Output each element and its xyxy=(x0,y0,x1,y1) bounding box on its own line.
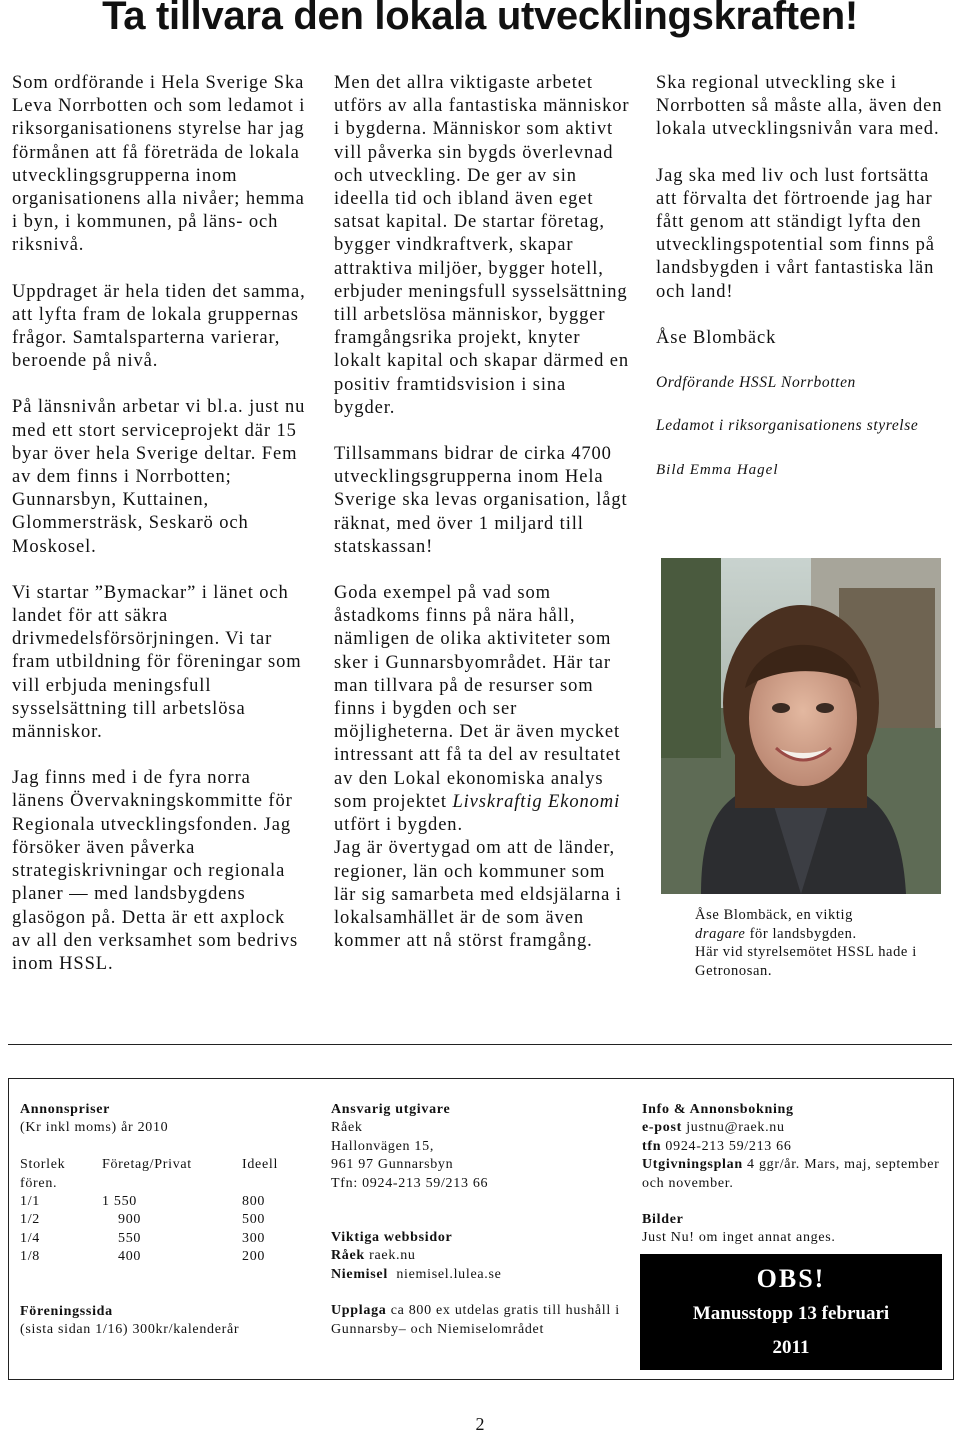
publisher-title: Ansvarig utgivare xyxy=(331,1102,451,1117)
paragraph: Men det allra viktigaste arbetet utförs av alla fantastiska människor i bygderna. Människor som aktivt vill påverka sin bygds överlevnad och utveckling. De ger av sin ideella tid och ibland även eget satsat kapital. De startar företag, bygger vindkraftverk, skapar attraktiva miljöer, bygger hotell, erbjuder meningsfull sysselsättning till arbetslösa människor, bygger framgångsrika projekt, knyter lokalt kapital och skapar därmed en positiv framtidsvision i sina bygder. xyxy=(334,73,630,418)
paragraph xyxy=(334,582,632,837)
table-header: Företag/Privat xyxy=(102,1157,192,1173)
table-row xyxy=(20,1211,278,1229)
column-1 xyxy=(12,72,308,999)
signature-name: Åse Blombäck xyxy=(656,327,777,348)
publisher-info xyxy=(331,1101,631,1339)
website-row xyxy=(331,1247,631,1265)
paragraph: Jag finns med i de fyra norra länens Övervakningskommitte för Regionala utvecklingsfonden. Jag försöker även påverka strategiskrivningar och regionala planer — med landsbygdens glasögon på. Detta är ett axplock av all den verksamhet som bedrivs inom HSSL. xyxy=(12,768,299,974)
phone-row xyxy=(642,1138,947,1156)
publisher-line: 961 97 Gunnarsbyn xyxy=(331,1157,454,1173)
price-table xyxy=(20,1156,278,1266)
caption-line xyxy=(695,925,945,944)
edition-text: ca 800 ex utdelas gratis till hushåll i Gunnarsby– och Niemiselområdet xyxy=(331,1303,620,1337)
prices-title: Annonspriser xyxy=(20,1102,111,1117)
websites-title: Viktiga webbsidor xyxy=(331,1230,453,1246)
email-link[interactable]: justnu@raek.nu xyxy=(686,1120,785,1136)
table-cell: 800 xyxy=(242,1194,266,1210)
table-cell: 550 xyxy=(118,1230,142,1246)
table-cell: 1/2 xyxy=(20,1212,40,1228)
edition-info xyxy=(331,1302,631,1339)
article-headline: Ta tillvara den lokala utvecklingskraften! xyxy=(102,0,858,38)
table-row xyxy=(20,1193,278,1211)
notice-line: Manusstopp 13 februari xyxy=(692,1303,890,1324)
association-text: (sista sidan 1/16) 300kr/kalenderår xyxy=(20,1322,240,1338)
publisher-line: Hallonvägen 15, xyxy=(331,1138,435,1154)
info-title: Info & Annonsbokning xyxy=(642,1102,794,1117)
publisher-line: Tfn: 0924-213 59/213 66 xyxy=(331,1175,489,1191)
page-number: 2 xyxy=(475,1414,485,1434)
table-header: Storlek xyxy=(20,1157,66,1173)
table-cell: 1 550 xyxy=(102,1194,137,1210)
schedule-row xyxy=(642,1156,947,1193)
paragraph-text: Goda exempel på vad som åstadkoms finns på nära håll, nämligen de olika aktiviteter som sker i Gunnarsbyområdet. Här tar man tillvara på de resurser som finns i bygden och ser möjligheterna. Det är även mycket intressant att få ta del av resultatet av den Lokal ekonomiska analys som projektet xyxy=(334,583,621,812)
photo-caption xyxy=(695,906,945,980)
email-label: e-post xyxy=(642,1120,682,1136)
pictures-title: Bilder xyxy=(642,1212,684,1228)
column-divider-line xyxy=(8,1044,952,1045)
phone-label: tfn xyxy=(642,1138,662,1154)
website-link[interactable]: raek.nu xyxy=(369,1248,416,1264)
paragraph: Ska regional utveckling ske i Norrbotten så måste alla, även den lokala utvecklingsnivån vara med. xyxy=(656,73,943,140)
caption-emphasis: dragare xyxy=(695,925,746,942)
table-cell: 500 xyxy=(242,1212,266,1228)
edition-label: Upplaga xyxy=(331,1303,387,1319)
association-title: Föreningssida xyxy=(20,1303,113,1319)
website-label: Niemisel xyxy=(331,1266,388,1282)
publisher-line: Råek xyxy=(331,1120,363,1136)
signature-role: Ledamot i riksorganisationens styrelse xyxy=(656,417,919,435)
column-2 xyxy=(334,72,632,976)
ad-prices xyxy=(20,1101,320,1339)
table-cell: 1/8 xyxy=(20,1249,40,1265)
table-header-row xyxy=(20,1175,278,1193)
website-row xyxy=(331,1266,631,1284)
paragraph: Tillsammans bidrar de cirka 4700 utvecklingsgrupperna inom Hela Sverige ska levas organisation, lågt räknat, med över 1 miljard till statskassan! xyxy=(334,444,628,557)
deadline-notice xyxy=(640,1254,942,1370)
email-row xyxy=(642,1119,947,1137)
table-cell: 1/4 xyxy=(20,1230,40,1246)
paragraph: Vi startar ”Bymackar” i länet och landet för att säkra drivmedelsförsörjningen. Vi tar fram utbildning för föreningar som vill erbjuda meningsfull sysselsättning till arbetslösa människor. xyxy=(12,582,302,743)
caption-line: Åse Blombäck, en viktig xyxy=(695,907,853,923)
schedule-label: Utgivningsplan xyxy=(642,1157,743,1173)
paragraph: På länsnivån arbetar vi bl.a. just nu med ett stort serviceprojekt där 15 byar över hela Sverige deltar. Fem av dem finns i Norrbotten; Gunnarsbyn, Kuttainen, Glommersträsk, Seskarö och Moskosel. xyxy=(12,397,306,557)
table-row xyxy=(20,1248,278,1266)
notice-line: 2011 xyxy=(772,1337,810,1358)
table-header-row xyxy=(20,1156,278,1174)
prices-subtitle: (Kr inkl moms) år 2010 xyxy=(20,1120,169,1136)
caption-text: för landsbygden. xyxy=(745,925,857,942)
project-name: Livskraftig Ekonomi xyxy=(452,791,621,812)
paragraph: Jag är övertygad om att de länder, regioner, län och kommuner som lär sig samarbeta med eldsjälarna i lokalsamhället är de som även kommer att nå störst framgång. xyxy=(334,838,622,952)
pictures-text: Just Nu! om inget annat anges. xyxy=(642,1230,836,1246)
table-cell: 900 xyxy=(118,1212,142,1228)
paragraph: Jag ska med liv och lust fortsätta att förvalta det förtroende jag har fått genom att ständigt lyfta den utvecklingspotential som finns på landsbygden i vårt fantastiska län och land! xyxy=(656,165,935,302)
website-label: Råek xyxy=(331,1248,365,1264)
table-row xyxy=(20,1230,278,1248)
table-cell: 300 xyxy=(242,1230,266,1246)
website-link[interactable]: niemisel.lulea.se xyxy=(396,1266,502,1282)
paragraph-text: utfört i bygden. xyxy=(334,815,463,836)
phone-number: 0924-213 59/213 66 xyxy=(665,1138,792,1154)
table-header: fören. xyxy=(20,1175,58,1191)
signature-role: Ordförande HSSL Norrbotten xyxy=(656,374,856,392)
table-cell: 200 xyxy=(242,1249,266,1265)
photo-credit: Bild Emma Hagel xyxy=(656,462,779,479)
table-header: Ideell xyxy=(242,1157,279,1173)
paragraph: Uppdraget är hela tiden det samma, att lyfta fram de lokala gruppernas frågor. Samtalsparterna varierar, beroende på nivå. xyxy=(12,281,306,372)
contact-info xyxy=(642,1101,947,1248)
portrait-photo xyxy=(661,558,941,894)
schedule-text: 4 ggr/år. Mars, maj, september och november. xyxy=(642,1157,940,1191)
paragraph: Som ordförande i Hela Sverige Ska Leva Norrbotten och som ledamot i riksorganisationens styrelse har jag förmånen att få företräda de lokala utvecklingsgrupperna inom organisationens alla nivåer; hemma i byn, i kommunen, på läns- och riksnivå. xyxy=(12,73,306,256)
notice-title: OBS! xyxy=(756,1264,826,1293)
table-cell: 400 xyxy=(118,1249,142,1265)
caption-line: Här vid styrelsemötet HSSL hade i Getronosan. xyxy=(695,944,917,979)
column-3 xyxy=(656,72,948,505)
table-cell: 1/1 xyxy=(20,1194,40,1210)
